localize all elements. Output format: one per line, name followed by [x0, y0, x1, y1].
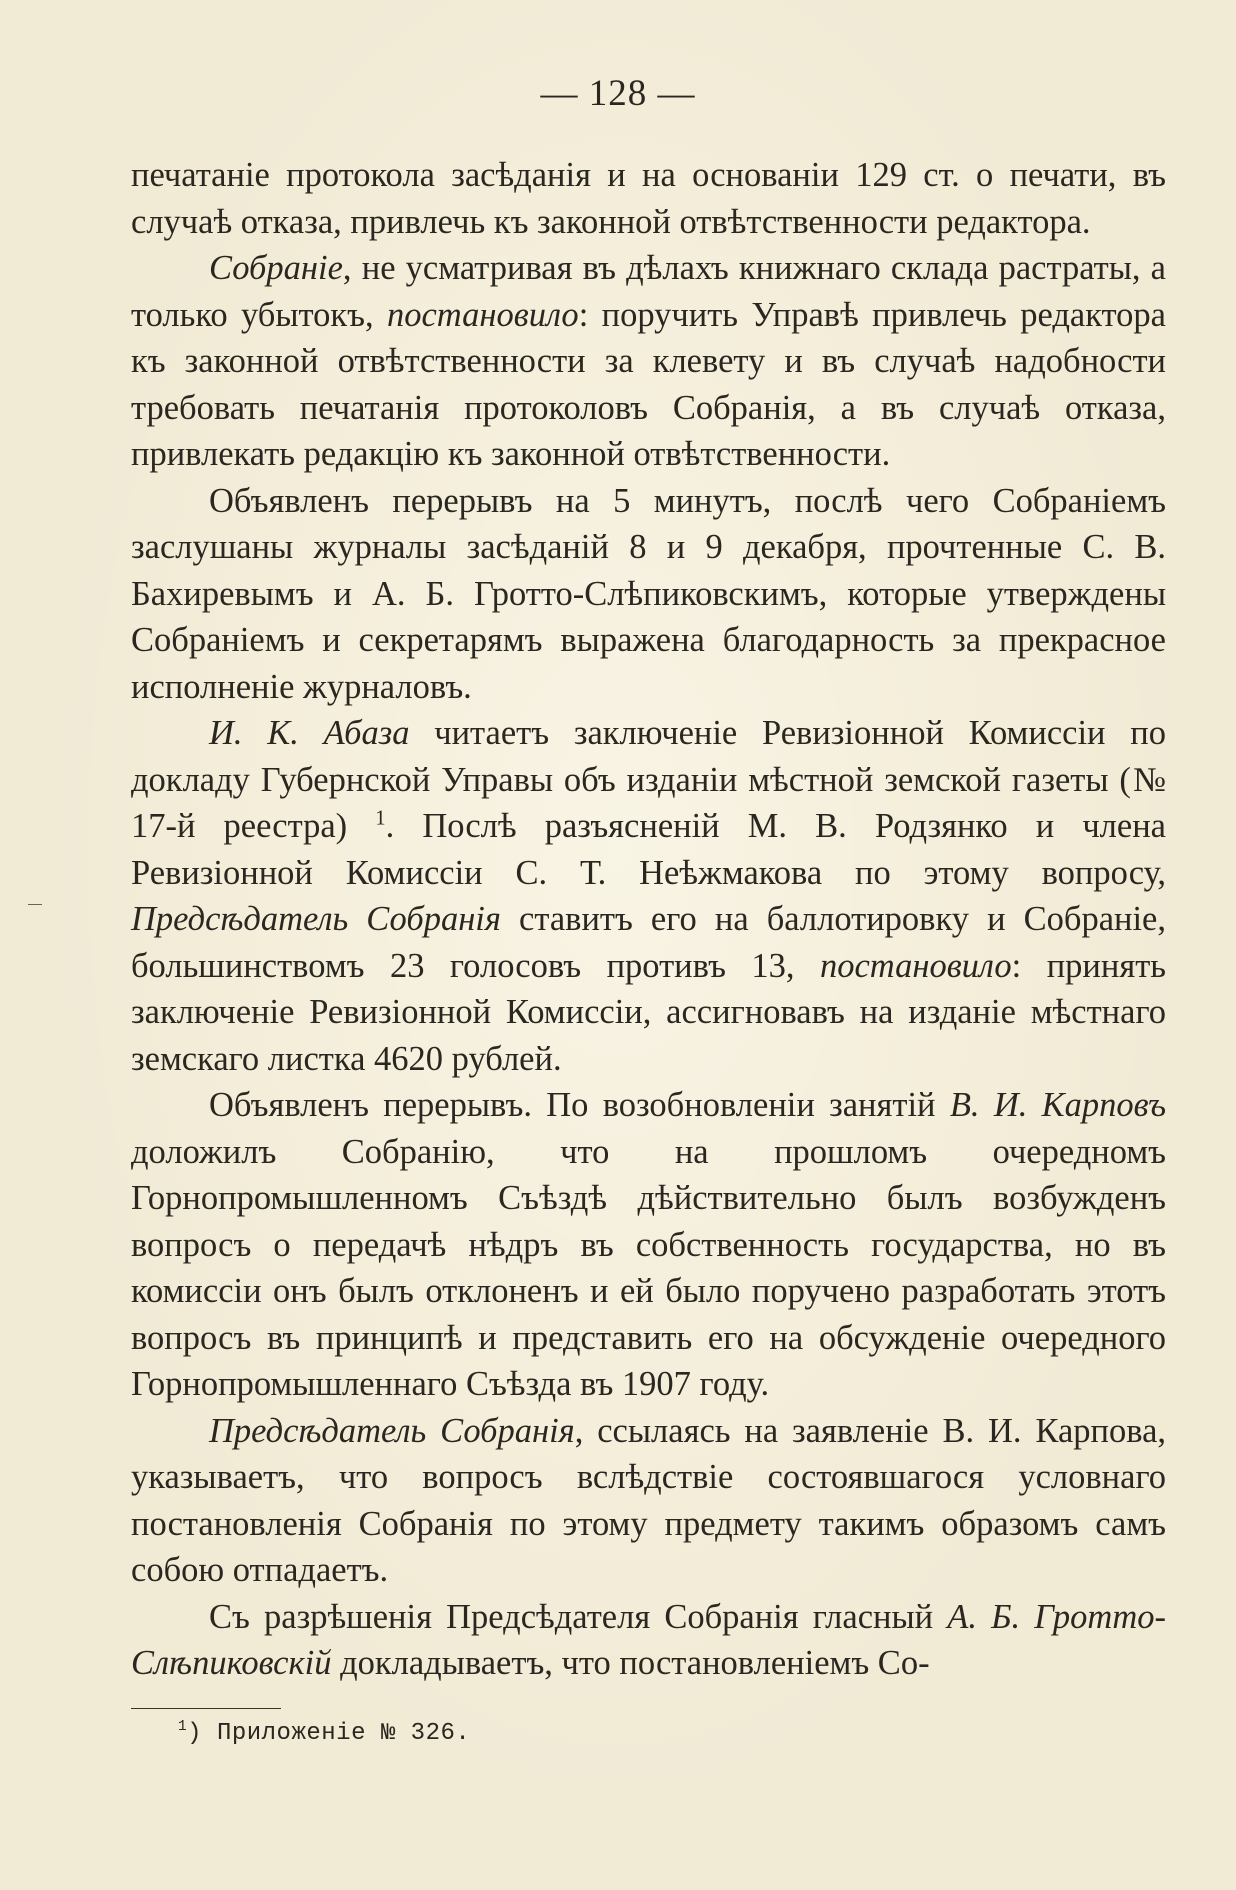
text-run: докладываетъ, что постановленіемъ Со-	[331, 1644, 930, 1682]
italic-name: А. Б. Гротто-Слѣпиковскій	[131, 1597, 1166, 1682]
italic-name: Предсѣдатель Собранія	[209, 1411, 575, 1450]
text-run: читаетъ заключеніе Ревизіонной Комиссіи по докладу Губернской Управы объ изданіи мѣстной земской газеты (№ 17-й реестра)	[131, 714, 1166, 845]
paragraph	[131, 1408, 1166, 1594]
page-number: — 128 —	[540, 73, 696, 114]
italic-name: И. К. Абаза	[209, 714, 410, 752]
paragraph	[131, 245, 1166, 478]
text-run: . Послѣ разъясненій М. В. Родзянко и члена Ревизіонной Комиссіи С. Т. Неѣжмакова по этому вопросу,	[131, 807, 1166, 892]
text-run: , ссылаясь на заявленіе В. И. Карпова, указываетъ, что вопросъ вслѣдствіе состоявшагося условнаго постановленія Собранія по этому предмету такимъ образомъ самъ собою отпадаетъ.	[131, 1411, 1167, 1589]
text-run: Объявленъ перерывъ. По возобновленіи занятій	[209, 1086, 950, 1124]
paragraph	[131, 1594, 1166, 1687]
italic-name: В. И. Карповъ	[949, 1086, 1166, 1124]
paragraph	[131, 710, 1166, 1082]
paragraph	[131, 478, 1166, 711]
footnote-marker: 1	[178, 1719, 188, 1735]
footnote-text: ) Приложеніе № 326.	[187, 1720, 471, 1747]
footnote-divider	[131, 1708, 281, 1709]
margin-mark	[28, 904, 42, 905]
text-run: Объявленъ перерывъ на 5 минутъ, послѣ чего Собраніемъ заслушаны журналы засѣданій 8 и 9 декабря, прочтенные С. В. Бахиревымъ и А. Б. Гротто-Слѣпиковскимъ, которые утверждены Собраніемъ и секретарямъ выражена благодарность за прекрасное исполненіе журналовъ.	[131, 481, 1166, 706]
text-run: , не усматривая въ дѣлахъ книжнаго склада растраты, а только убытокъ,	[131, 249, 1166, 334]
text-run: : принять заключеніе Ревизіонной Комиссіи, ассигновавъ на изданіе мѣстнаго земскаго листка 4620 рублей.	[131, 946, 1167, 1078]
italic-name: Собраніе	[209, 249, 343, 287]
text-run: доложилъ Собранію, что на прошломъ очередномъ Горнопромышленномъ Съѣздѣ дѣйствительно былъ возбужденъ вопросъ о передачѣ нѣдръ въ собственность государства, но въ комиссіи онъ былъ отклоненъ и ей было поручено разработать этотъ вопросъ въ принципѣ и представить его на обсужденіе очередного Горнопромышленнаго Съѣзда въ 1907 году.	[131, 1132, 1166, 1403]
text-run: Съ разрѣшенія Предсѣдателя Собранія гласный	[209, 1597, 948, 1636]
body-text	[131, 152, 1166, 1687]
footnote	[178, 1718, 470, 1750]
italic-name: постановило	[819, 946, 1012, 985]
paragraph	[131, 1082, 1166, 1408]
text-run: ставитъ его на баллотировку и Собраніе, большинствомъ 23 голосовъ противъ 13,	[131, 900, 1166, 985]
paragraph	[131, 152, 1166, 245]
italic-name: постановило	[386, 295, 579, 334]
footnote-reference: 1	[375, 807, 386, 830]
text-run: печатаніе протокола засѣданія и на основаніи 129 ст. о печати, въ случаѣ отказа, привлечь къ законной отвѣтственности редактора.	[131, 156, 1166, 241]
text-run: : поручить Управѣ привлечь редактора къ законной отвѣтственности за клевету и въ случаѣ надобности требовать печатанія протоколовъ Собранія, а въ случаѣ отказа, привлекать редакцію къ законной отвѣтственности.	[131, 295, 1166, 473]
italic-name: Предсѣдатель Собранія	[131, 900, 501, 938]
